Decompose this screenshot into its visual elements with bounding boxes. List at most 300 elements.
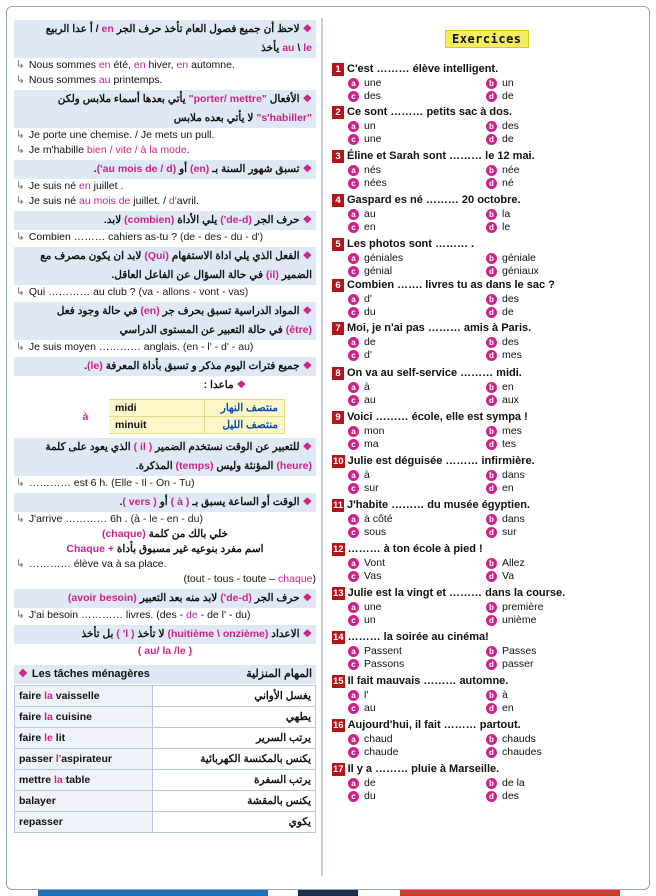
highlight-text: ( il ) xyxy=(133,441,153,453)
question xyxy=(332,454,644,495)
answer-option[interactable] xyxy=(348,438,486,451)
options xyxy=(332,689,644,715)
option-label: dans xyxy=(502,513,525,525)
star-icon: ❖ xyxy=(236,379,246,391)
options xyxy=(332,601,644,627)
option-badge: a xyxy=(348,778,359,789)
option-badge: d xyxy=(486,747,497,758)
answer-option[interactable] xyxy=(486,645,616,658)
question-number: 7 xyxy=(332,322,344,335)
answer-option[interactable] xyxy=(486,614,616,627)
answer-option[interactable] xyxy=(486,120,616,133)
question-number: 13 xyxy=(333,588,344,599)
bottom-bar-blue xyxy=(38,890,268,896)
highlight-text: "porter/ mettre" xyxy=(188,93,267,105)
text-segment: cuisine xyxy=(52,711,92,723)
option-badge: c xyxy=(348,791,359,802)
answer-option[interactable] xyxy=(486,513,616,526)
arrow-icon: ↳ xyxy=(16,477,25,489)
center-line xyxy=(14,527,316,542)
chore-row xyxy=(15,707,316,728)
option-badge: d xyxy=(486,134,497,145)
answer-option[interactable] xyxy=(348,221,486,234)
text-segment: faire xyxy=(19,690,45,702)
text-segment: Nous sommes xyxy=(28,59,99,71)
time-fr: midi xyxy=(109,400,205,417)
question-line xyxy=(332,62,644,77)
highlight-text: en xyxy=(176,59,189,71)
arrow-icon: ↳ xyxy=(16,129,25,141)
question-number: 10 xyxy=(333,456,344,467)
answer-option[interactable] xyxy=(348,252,486,265)
rule-line xyxy=(14,457,316,476)
answer-option[interactable] xyxy=(486,438,616,451)
text-segment: (tout - tous - toute – xyxy=(183,573,279,585)
answer-option[interactable] xyxy=(486,381,616,394)
highlight-text: "s'habiller" xyxy=(256,112,312,124)
answer-option[interactable] xyxy=(486,349,616,362)
chore-ar: يكوي xyxy=(153,812,316,833)
chore-row xyxy=(15,770,316,791)
answer-option[interactable] xyxy=(486,658,616,671)
option-label: Passent xyxy=(364,645,402,657)
answer-option[interactable] xyxy=(486,265,616,278)
option-label: chauds xyxy=(502,733,536,745)
text-segment: passer xyxy=(19,753,56,765)
example-line xyxy=(14,285,316,300)
text-segment: حرف الجر xyxy=(251,214,300,226)
option-label: une xyxy=(364,77,382,89)
answer-option[interactable] xyxy=(486,90,616,103)
chore-fr xyxy=(15,707,153,728)
rules-list-b xyxy=(14,438,316,659)
option-label: en xyxy=(502,381,514,393)
option-badge: d xyxy=(486,350,497,361)
option-badge: d xyxy=(486,527,497,538)
option-badge: b xyxy=(486,209,497,220)
star-icon: ❖ xyxy=(302,496,312,508)
star-icon: ❖ xyxy=(302,214,312,226)
answer-option[interactable] xyxy=(348,265,486,278)
text-segment: automne. xyxy=(188,59,235,71)
question-number: 14 xyxy=(333,632,344,643)
answer-option[interactable] xyxy=(486,702,616,715)
answer-option[interactable] xyxy=(348,293,486,306)
answer-option[interactable] xyxy=(486,689,616,702)
example-line xyxy=(14,179,316,194)
center-line xyxy=(14,542,316,557)
option-badge: a xyxy=(348,121,359,132)
option-badge: a xyxy=(348,734,359,745)
answer-option[interactable] xyxy=(486,570,616,583)
question-line xyxy=(332,674,644,689)
option-label: l' xyxy=(364,689,369,701)
question-line xyxy=(332,366,644,381)
question xyxy=(332,366,644,407)
option-badge: c xyxy=(348,483,359,494)
answer-option[interactable] xyxy=(348,645,486,658)
answer-option[interactable] xyxy=(486,469,616,482)
answer-option[interactable] xyxy=(348,746,486,759)
option-label: des xyxy=(502,120,519,132)
option-label: Vas xyxy=(364,570,382,582)
option-badge: a xyxy=(348,294,359,305)
option-badge: d xyxy=(486,178,497,189)
answer-option[interactable] xyxy=(348,557,486,570)
time-ar: منتصف النهار xyxy=(205,400,285,417)
text-segment: - de l' - du) xyxy=(197,609,251,621)
option-badge: d xyxy=(486,703,497,714)
answer-option[interactable] xyxy=(348,513,486,526)
rule-line xyxy=(14,357,316,376)
answer-option[interactable] xyxy=(348,482,486,495)
text-segment: (des - xyxy=(156,609,187,621)
option-badge: b xyxy=(486,602,497,613)
answer-option[interactable] xyxy=(348,90,486,103)
highlight-text: + Chaque xyxy=(66,543,114,555)
option-label: à xyxy=(364,469,370,481)
text-segment: Je suis né xyxy=(28,180,80,192)
question-text: On va au self-service ……… midi. xyxy=(347,367,522,379)
answer-option[interactable] xyxy=(486,133,616,146)
rule-line xyxy=(14,160,316,179)
answer-option[interactable] xyxy=(348,77,486,90)
option-label: dans xyxy=(502,469,525,481)
text-segment: . xyxy=(93,163,97,175)
highlight-text: (combien) xyxy=(124,214,175,226)
question-line xyxy=(332,278,644,293)
rule-line xyxy=(14,376,316,395)
option-label: d' xyxy=(364,349,372,361)
highlight-text: ( l' ) xyxy=(116,628,135,640)
rule-line xyxy=(14,20,316,39)
answer-option[interactable] xyxy=(348,790,486,803)
question-text: Les photos sont ……… . xyxy=(347,238,475,250)
answer-option[interactable] xyxy=(348,381,486,394)
question-number: 16 xyxy=(333,720,344,731)
highlight-text: en xyxy=(79,180,91,192)
answer-option[interactable] xyxy=(486,601,616,614)
answer-option[interactable] xyxy=(348,526,486,539)
highlight-text: (avoir besoin) xyxy=(67,592,137,604)
answer-option[interactable] xyxy=(348,689,486,702)
question-line xyxy=(332,762,644,777)
option-badge: c xyxy=(348,659,359,670)
question-line xyxy=(332,237,644,252)
question xyxy=(332,105,644,146)
answer-option[interactable] xyxy=(486,482,616,495)
option-badge: a xyxy=(348,514,359,525)
text-segment: / xyxy=(92,23,102,35)
question-line xyxy=(332,193,644,208)
example-line xyxy=(14,230,316,245)
option-badge: b xyxy=(486,337,497,348)
option-label: Vont xyxy=(364,557,386,569)
option-badge: b xyxy=(486,646,497,657)
highlight-text: d' xyxy=(168,195,177,207)
answer-option[interactable] xyxy=(486,208,616,221)
chores-title-fr: Les tâches ménagères xyxy=(31,668,150,680)
highlight-text: (il) xyxy=(265,269,279,281)
question-number: 12 xyxy=(333,544,344,555)
question-line xyxy=(332,149,644,164)
question xyxy=(332,630,644,671)
answer-option[interactable] xyxy=(486,306,616,319)
text-segment: (Elle - Il - On - Tu) xyxy=(111,477,195,489)
question-text: Combien ……. livres tu as dans le sac ? xyxy=(347,279,555,291)
option-label: une xyxy=(364,601,382,613)
answer-option[interactable] xyxy=(486,252,616,265)
answer-option[interactable] xyxy=(348,702,486,715)
arrow-icon: ↳ xyxy=(16,195,25,207)
option-label: la xyxy=(502,208,511,220)
highlight-text: l' xyxy=(55,753,62,765)
option-label: en xyxy=(502,482,514,494)
question-text: Julie est déguisée ……… infirmière. xyxy=(347,455,535,467)
highlight-text: ( à ) xyxy=(170,496,190,508)
highlight-text: en xyxy=(133,59,146,71)
option-label: du xyxy=(364,790,376,802)
answer-option[interactable] xyxy=(486,425,616,438)
option-label: de xyxy=(502,90,514,102)
option-label: mes xyxy=(502,349,522,361)
arrow-icon: ↳ xyxy=(16,286,25,298)
highlight-text: (au mois de / d') xyxy=(96,163,177,175)
highlight-text: en xyxy=(98,59,111,71)
question-number: 11 xyxy=(333,500,344,511)
chores-title-ar: المهام المنزلية xyxy=(246,668,312,680)
option-badge: c xyxy=(348,307,359,318)
answer-option[interactable] xyxy=(486,221,616,234)
option-label: Passons xyxy=(364,658,405,670)
option-label: né xyxy=(502,177,514,189)
example-line xyxy=(14,476,316,491)
option-label: aux xyxy=(502,394,519,406)
option-badge: b xyxy=(486,121,497,132)
question-line xyxy=(332,498,644,513)
option-label: première xyxy=(502,601,544,613)
answer-option[interactable] xyxy=(348,570,486,583)
answer-option[interactable] xyxy=(348,733,486,746)
option-badge: a xyxy=(348,602,359,613)
option-label: mes xyxy=(502,425,522,437)
answer-option[interactable] xyxy=(486,733,616,746)
chore-fr xyxy=(15,728,153,749)
answer-option[interactable] xyxy=(348,349,486,362)
star-icon: ❖ xyxy=(302,360,312,372)
question-text: Aujourd'hui, il fait ……… partout. xyxy=(347,719,521,731)
question-line xyxy=(332,542,644,557)
option-label: Allez xyxy=(502,557,525,569)
answer-option[interactable] xyxy=(486,526,616,539)
question xyxy=(332,278,644,319)
answer-option[interactable] xyxy=(486,746,616,759)
option-badge: a xyxy=(348,690,359,701)
text-segment: Qui ………… au club ? xyxy=(28,286,139,298)
option-badge: b xyxy=(486,514,497,525)
star-icon: ❖ xyxy=(302,441,312,453)
option-label: des xyxy=(502,790,519,802)
text-segment: Combien ……… cahiers as-tu ? xyxy=(28,231,180,243)
text-segment: J'ai besoin ………… livres. xyxy=(28,609,157,621)
text-segment: faire xyxy=(19,711,45,723)
star-icon: ❖ xyxy=(302,250,312,262)
option-badge: c xyxy=(348,134,359,145)
option-badge: c xyxy=(348,91,359,102)
text-segment: الفعل الذي يلي اداة الاستفهام xyxy=(168,250,300,262)
option-badge: c xyxy=(348,615,359,626)
rule-line xyxy=(14,302,316,321)
example-line xyxy=(14,512,316,527)
option-label: à xyxy=(364,381,370,393)
option-badge: d xyxy=(486,483,497,494)
question-number: 3 xyxy=(332,150,344,163)
question xyxy=(332,674,644,715)
answer-option[interactable] xyxy=(348,133,486,146)
answer-option[interactable] xyxy=(486,164,616,177)
question-number: 17 xyxy=(333,764,344,775)
text-segment: vaisselle xyxy=(52,690,100,702)
answer-option[interactable] xyxy=(486,293,616,306)
answer-option[interactable] xyxy=(348,306,486,319)
question-number: 1 xyxy=(332,63,344,76)
question-text: Ce sont ……… petits sac à dos. xyxy=(347,106,513,118)
option-badge: c xyxy=(348,703,359,714)
time-fr: minuit xyxy=(109,417,205,434)
answer-option[interactable] xyxy=(348,601,486,614)
text-segment: hiver, xyxy=(145,59,177,71)
text-segment: ) xyxy=(312,573,316,585)
answer-option[interactable] xyxy=(348,658,486,671)
option-label: sous xyxy=(364,526,387,538)
answer-option[interactable] xyxy=(486,336,616,349)
option-badge: c xyxy=(348,222,359,233)
option-badge: d xyxy=(486,615,497,626)
option-badge: a xyxy=(348,165,359,176)
text-segment: خلي بالك من كلمة xyxy=(145,528,229,540)
answer-option[interactable] xyxy=(348,120,486,133)
question-number: 15 xyxy=(333,676,344,687)
option-badge: c xyxy=(348,747,359,758)
answer-option[interactable] xyxy=(486,777,616,790)
question-number: 6 xyxy=(332,279,344,292)
text-segment: في حالة وجود فعل xyxy=(56,305,141,317)
option-label: de xyxy=(502,133,514,145)
option-label: des xyxy=(502,293,519,305)
rules-list xyxy=(14,20,316,395)
question-line xyxy=(332,718,644,733)
option-label: nés xyxy=(364,164,381,176)
option-badge: d xyxy=(486,791,497,802)
text-segment: حرف الجر xyxy=(251,592,300,604)
answer-option[interactable] xyxy=(486,394,616,407)
text-segment: (de - des - du - d') xyxy=(179,231,264,243)
answer-option[interactable] xyxy=(486,77,616,90)
option-badge: c xyxy=(348,395,359,406)
chore-fr xyxy=(15,791,153,812)
answer-option[interactable] xyxy=(486,557,616,570)
options xyxy=(332,645,644,671)
example-line xyxy=(14,58,316,73)
rule-line xyxy=(14,109,316,128)
arrow-icon: ↳ xyxy=(16,558,25,570)
text-segment: ماعدا : xyxy=(203,379,234,391)
text-segment: أو xyxy=(176,163,191,175)
rule-line xyxy=(14,321,316,340)
chores-table xyxy=(14,685,316,833)
option-label: des xyxy=(502,336,519,348)
answer-option[interactable] xyxy=(348,164,486,177)
options xyxy=(332,208,644,234)
arrow-icon: ↳ xyxy=(16,59,25,71)
example-line xyxy=(14,73,316,88)
text-segment: Je suis moyen ………… anglais. xyxy=(28,341,183,353)
answer-option[interactable] xyxy=(348,777,486,790)
option-label: une xyxy=(364,133,382,145)
highlight-text: bien / vite / à la mode xyxy=(86,144,187,156)
text-segment: يأخذ xyxy=(261,42,283,54)
highlight-text: au xyxy=(282,42,295,54)
answer-option[interactable] xyxy=(486,177,616,190)
option-badge: c xyxy=(348,266,359,277)
answer-option[interactable] xyxy=(348,425,486,438)
question-text: ……… à ton école à pied ! xyxy=(347,543,483,555)
option-badge: d xyxy=(486,91,497,102)
text-segment: يأتي بعدها أسماء ملابس ولكن xyxy=(57,93,189,105)
text-segment: المواد الدراسية تسبق بحرف جر xyxy=(159,305,300,317)
chore-ar: يغسل الأواني xyxy=(153,686,316,707)
question-text: ……… la soirée au cinéma! xyxy=(347,631,489,643)
chore-ar: يرتب السفرة xyxy=(153,770,316,791)
star-icon: ❖ xyxy=(302,305,312,317)
question-line xyxy=(332,454,644,469)
answer-option[interactable] xyxy=(348,208,486,221)
option-badge: c xyxy=(348,439,359,450)
answer-option[interactable] xyxy=(348,177,486,190)
text-segment: . xyxy=(186,144,190,156)
option-label: mon xyxy=(364,425,385,437)
question-text: Il y a ……… pluie à Marseille. xyxy=(347,763,500,775)
rule-line xyxy=(14,266,316,285)
option-badge: d xyxy=(486,307,497,318)
option-label: d' xyxy=(364,293,372,305)
answer-option[interactable] xyxy=(348,614,486,627)
question-text: Julie est la vingt et ……… dans la course. xyxy=(347,587,566,599)
question xyxy=(332,586,644,627)
text-segment: J'arrive ………… 6h . xyxy=(28,513,131,525)
text-segment: avril. xyxy=(176,195,199,207)
option-badge: a xyxy=(348,337,359,348)
options xyxy=(332,469,644,495)
options xyxy=(332,336,644,362)
text-segment: mettre xyxy=(19,774,55,786)
time-a-label: à xyxy=(63,400,109,434)
option-label: sur xyxy=(502,526,517,538)
answer-option[interactable] xyxy=(348,469,486,482)
answer-option[interactable] xyxy=(348,394,486,407)
chore-fr xyxy=(15,686,153,707)
chore-row xyxy=(15,728,316,749)
text-segment: repasser xyxy=(19,816,63,828)
text-segment: لابد. xyxy=(103,214,125,226)
answer-option[interactable] xyxy=(486,790,616,803)
text-segment: été, xyxy=(110,59,134,71)
star-icon: ❖ xyxy=(302,23,312,35)
answer-option[interactable] xyxy=(348,336,486,349)
question xyxy=(332,498,644,539)
option-label: au xyxy=(364,394,376,406)
option-label: à xyxy=(502,689,508,701)
